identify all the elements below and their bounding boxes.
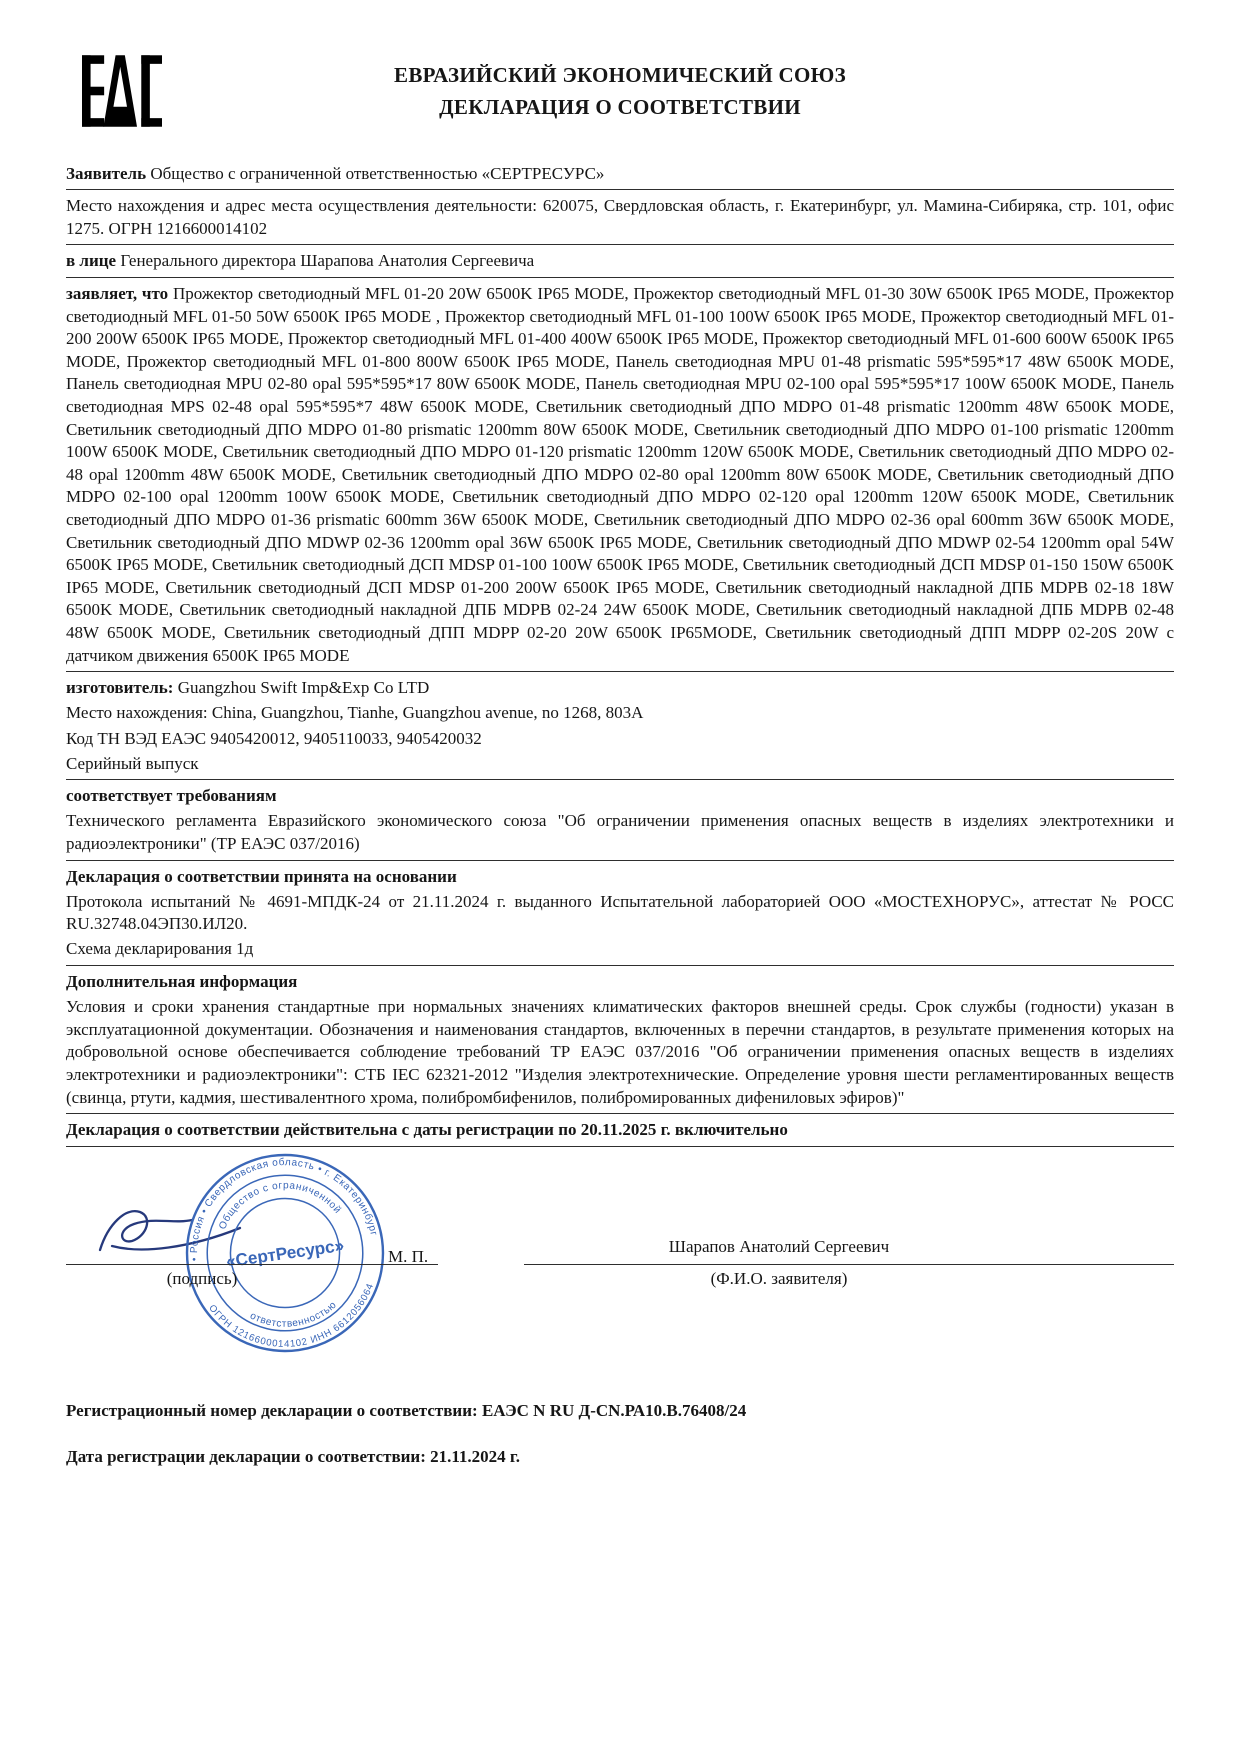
signature-section [66,1152,1174,1382]
manufacturer-block [66,677,1174,775]
registration-number-line [66,1400,1174,1423]
manufacturer-line [66,677,1174,700]
document-header [66,34,1174,160]
title-line-2: ДЕКЛАРАЦИЯ О СООТВЕТСТВИИ [439,94,801,119]
basis-text: Протокола испытаний № 4691-МПДК-24 от 21.11.2024 г. выданного Испытательной лабораторией ООО «МОСТЕХНОРУС», аттестат № РОСС RU.32748.04ЭП30.ИЛ20. [66,891,1174,934]
representative-value: Генерального директора Шарапова Анатолия Сергеевича [120,251,535,271]
title-line-1: ЕВРАЗИЙСКИЙ ЭКОНОМИЧЕСКИЙ СОЮЗ [394,63,846,87]
manufacturer-label: изготовитель: [66,678,174,698]
manufacturer-address: Место нахождения: China, Guangzhou, Tianhe, Guangzhou avenue, no 1268, 803A [66,703,644,723]
signature-field [66,1236,438,1291]
signature-space [66,1236,438,1264]
applicant-label: Заявитель [66,163,147,183]
registration-date-label: Дата регистрации декларации о соответствии: [66,1447,426,1467]
declaration-scheme-line: Схема декларирования 1д [66,939,254,959]
stamp-outer-top-text: • Россия • Свердловская область • г. Екатеринбург [189,1156,380,1262]
compliance-heading: соответствует требованиям [66,786,277,806]
applicant-line [66,163,1174,186]
divider [66,779,1174,780]
divider [66,244,1174,245]
products-list: Прожектор светодиодный MFL 01-20 20W 6500K IP65 MODE, Прожектор светодиодный MFL 01-30 30W 6500K IP65 MODE, Прожектор светодиодный MFL 01-50 50W 6500K IP65 MODE , Прожектор светодиодный MFL 01-100 100W 6500K IP65 MODE, Прожектор светодиодный MFL 01-200 200W 6500K IP65 MODE, Прожектор светодиодный MFL 01-400 400W 6500K IP65 MODE, Прожектор светодиодный MFL 01-600 600W 6500K IP65 MODE, Прожектор светодиодный MFL 01-800 800W 6500K IP65 MODE, Панель светодиодная MPU 01-48 prismatic 595*595*17 48W 6500K MODE, Панель светодиодная MPU 02-80 opal 595*595*17 80W 6500K MODE, Панель светодиодная MPU 02-100 opal 595*595*17 100W 6500K MODE, Панель светодиодная MPS 02-48 opal 595*595*7 48W 6500K MODE, Светильник светодиодный ДПО MDPO 01-48 prismatic 1200mm 48W 6500K MODE, Светильник светодиодный ДПО MDPO 01-80 prismatic 1200mm 80W 6500K MODE, Светильник светодиодный ДПО MDPO 01-100 prismatic 1200mm 100W 6500K MODE, Светильник светодиодный ДПО MDPO 01-120 prismatic 1200mm 120W 6500K MODE, Светильник светодиодный ДПО MDPO 02-48 opal 1200mm 48W 6500K MODE, Светильник светодиодный ДПО MDPO 02-80 opal 1200mm 80W 6500K MODE, Светильник светодиодный ДПО MDPO 02-100 opal 1200mm 100W 6500K MODE, Светильник светодиодный ДПО MDPO 02-120 opal 1200mm 120W 6500K MODE, Светильник светодиодный ДПО MDPO 01-36 prismatic 600mm 36W 6500K MODE, Светильник светодиодный ДПО MDPO 02-36 opal 600mm 36W 6500K MODE, Светильник светодиодный ДПО MDWP 02-36 1200mm opal 36W 6500K IP65 MODE, Светильник светодиодный ДПО MDWP 02-54 1200mm opal 54W 6500K IP65 MODE, Светильник светодиодный ДСП MDSP 01-100 100W 6500K IP65 MODE, Светильник светодиодный ДСП MDSP 01-150 150W 6500K IP65 MODE, Светильник светодиодный ДСП MDSP 01-200 200W 6500K IP65 MODE, Светильник светодиодный накладной ДПБ MDPB 02-18 18W 6500K MODE, Светильник светодиодный накладной ДПБ MDPB 02-24 24W 6500K MODE, Светильник светодиодный накладной ДПБ MDPB 02-48 48W 6500K MODE, Светильник светодиодный ДПП MDPP 02-20 20W 6500K IP65MODE, Светильник светодиодный ДПП MDPP 02-20S 20W с датчиком движения 6500K IP65 MODE [66,283,1174,665]
compliance-text: Технического регламента Евразийского экономического союза "Об ограничении применения опасных веществ в изделиях электротехники и радиоэлектроники" (ТР ЕАЭС 037/2016) [66,811,1174,853]
applicant-name-field [524,1236,1174,1291]
applicant-value: Общество с ограниченной ответственностью «СЕРТРЕСУРС» [150,163,605,183]
stamp-outer-bottom-text: ОГРН 1216600014102 ИНН 6612056064 [206,1281,377,1350]
tnved-code-line: Код ТН ВЭД ЕАЭС 9405420012, 9405110033, 9405420032 [66,728,482,748]
document-title [66,34,1174,123]
divider [66,860,1174,861]
validity-line: Декларация о соответствии действительна с даты регистрации по 20.11.2025 г. включительно [66,1120,788,1140]
manufacturer-name: Guangzhou Swift Imp&Exp Co LTD [177,678,430,698]
divider [66,189,1174,190]
divider [66,965,1174,966]
additional-info-text: Условия и сроки хранения стандартные при нормальных значениях климатических факторов внешней среды. Срок службы (годности) указан в эксплуатационной документации. Обозначения и наименования стандартов, включенных в перечни стандартов, в результате применения которых на добровольной основе обеспечивается соблюдение требований ТР ЕАЭС 037/2016 "Об ограничении применения опасных веществ в изделиях электротехники и радиоэлектроники": СТБ IEC 62321-2012 "Изделия электротехнические. Определение уровня шести регламентированных веществ (свинца, ртути, кадмия, шестивалентного хрома, полибромбифенилов, полибромированных дифениловых эфиров)" [66,997,1174,1107]
signature-row [66,1236,1174,1291]
registration-date-value: 21.11.2024 г. [430,1447,520,1467]
products-paragraph [66,283,1174,667]
signature-caption: (подпись) [166,1268,238,1288]
divider [66,277,1174,278]
representative-label: в лице [66,251,117,271]
stamp-center-text: «СертРесурс» [224,1234,346,1272]
representative-line [66,250,1174,273]
divider [66,1146,1174,1147]
serial-release-line: Серийный выпуск [66,753,199,773]
divider [66,1113,1174,1114]
eac-logo-icon [82,44,162,138]
registration-number-value: ЕАЭС N RU Д-CN.РА10.В.76408/24 [481,1400,747,1420]
applicant-name-caption: (Ф.И.О. заявителя) [710,1268,848,1288]
applicant-name: Шарапов Анатолий Сергеевич [668,1236,890,1256]
stamp-inner-bottom-text: ответственностью [248,1299,340,1330]
registration-number-label: Регистрационный номер декларации о соответствии: [66,1400,478,1420]
address-line: Место нахождения и адрес места осуществления деятельности: 620075, Свердловская область, г. Екатеринбург, ул. Мамина-Сибиряка, стр. 101, офис 1275. ОГРН 1216600014102 [66,196,1174,238]
declares-label: заявляет, что [66,283,169,303]
stamp-inner-top-text: Общество с ограниченной [217,1180,343,1231]
stamp-place-label: М. П. [388,1246,429,1266]
registration-date-line [66,1446,1174,1469]
divider [66,671,1174,672]
basis-heading: Декларация о соответствии принята на основании [66,866,457,886]
additional-info-heading: Дополнительная информация [66,972,298,991]
